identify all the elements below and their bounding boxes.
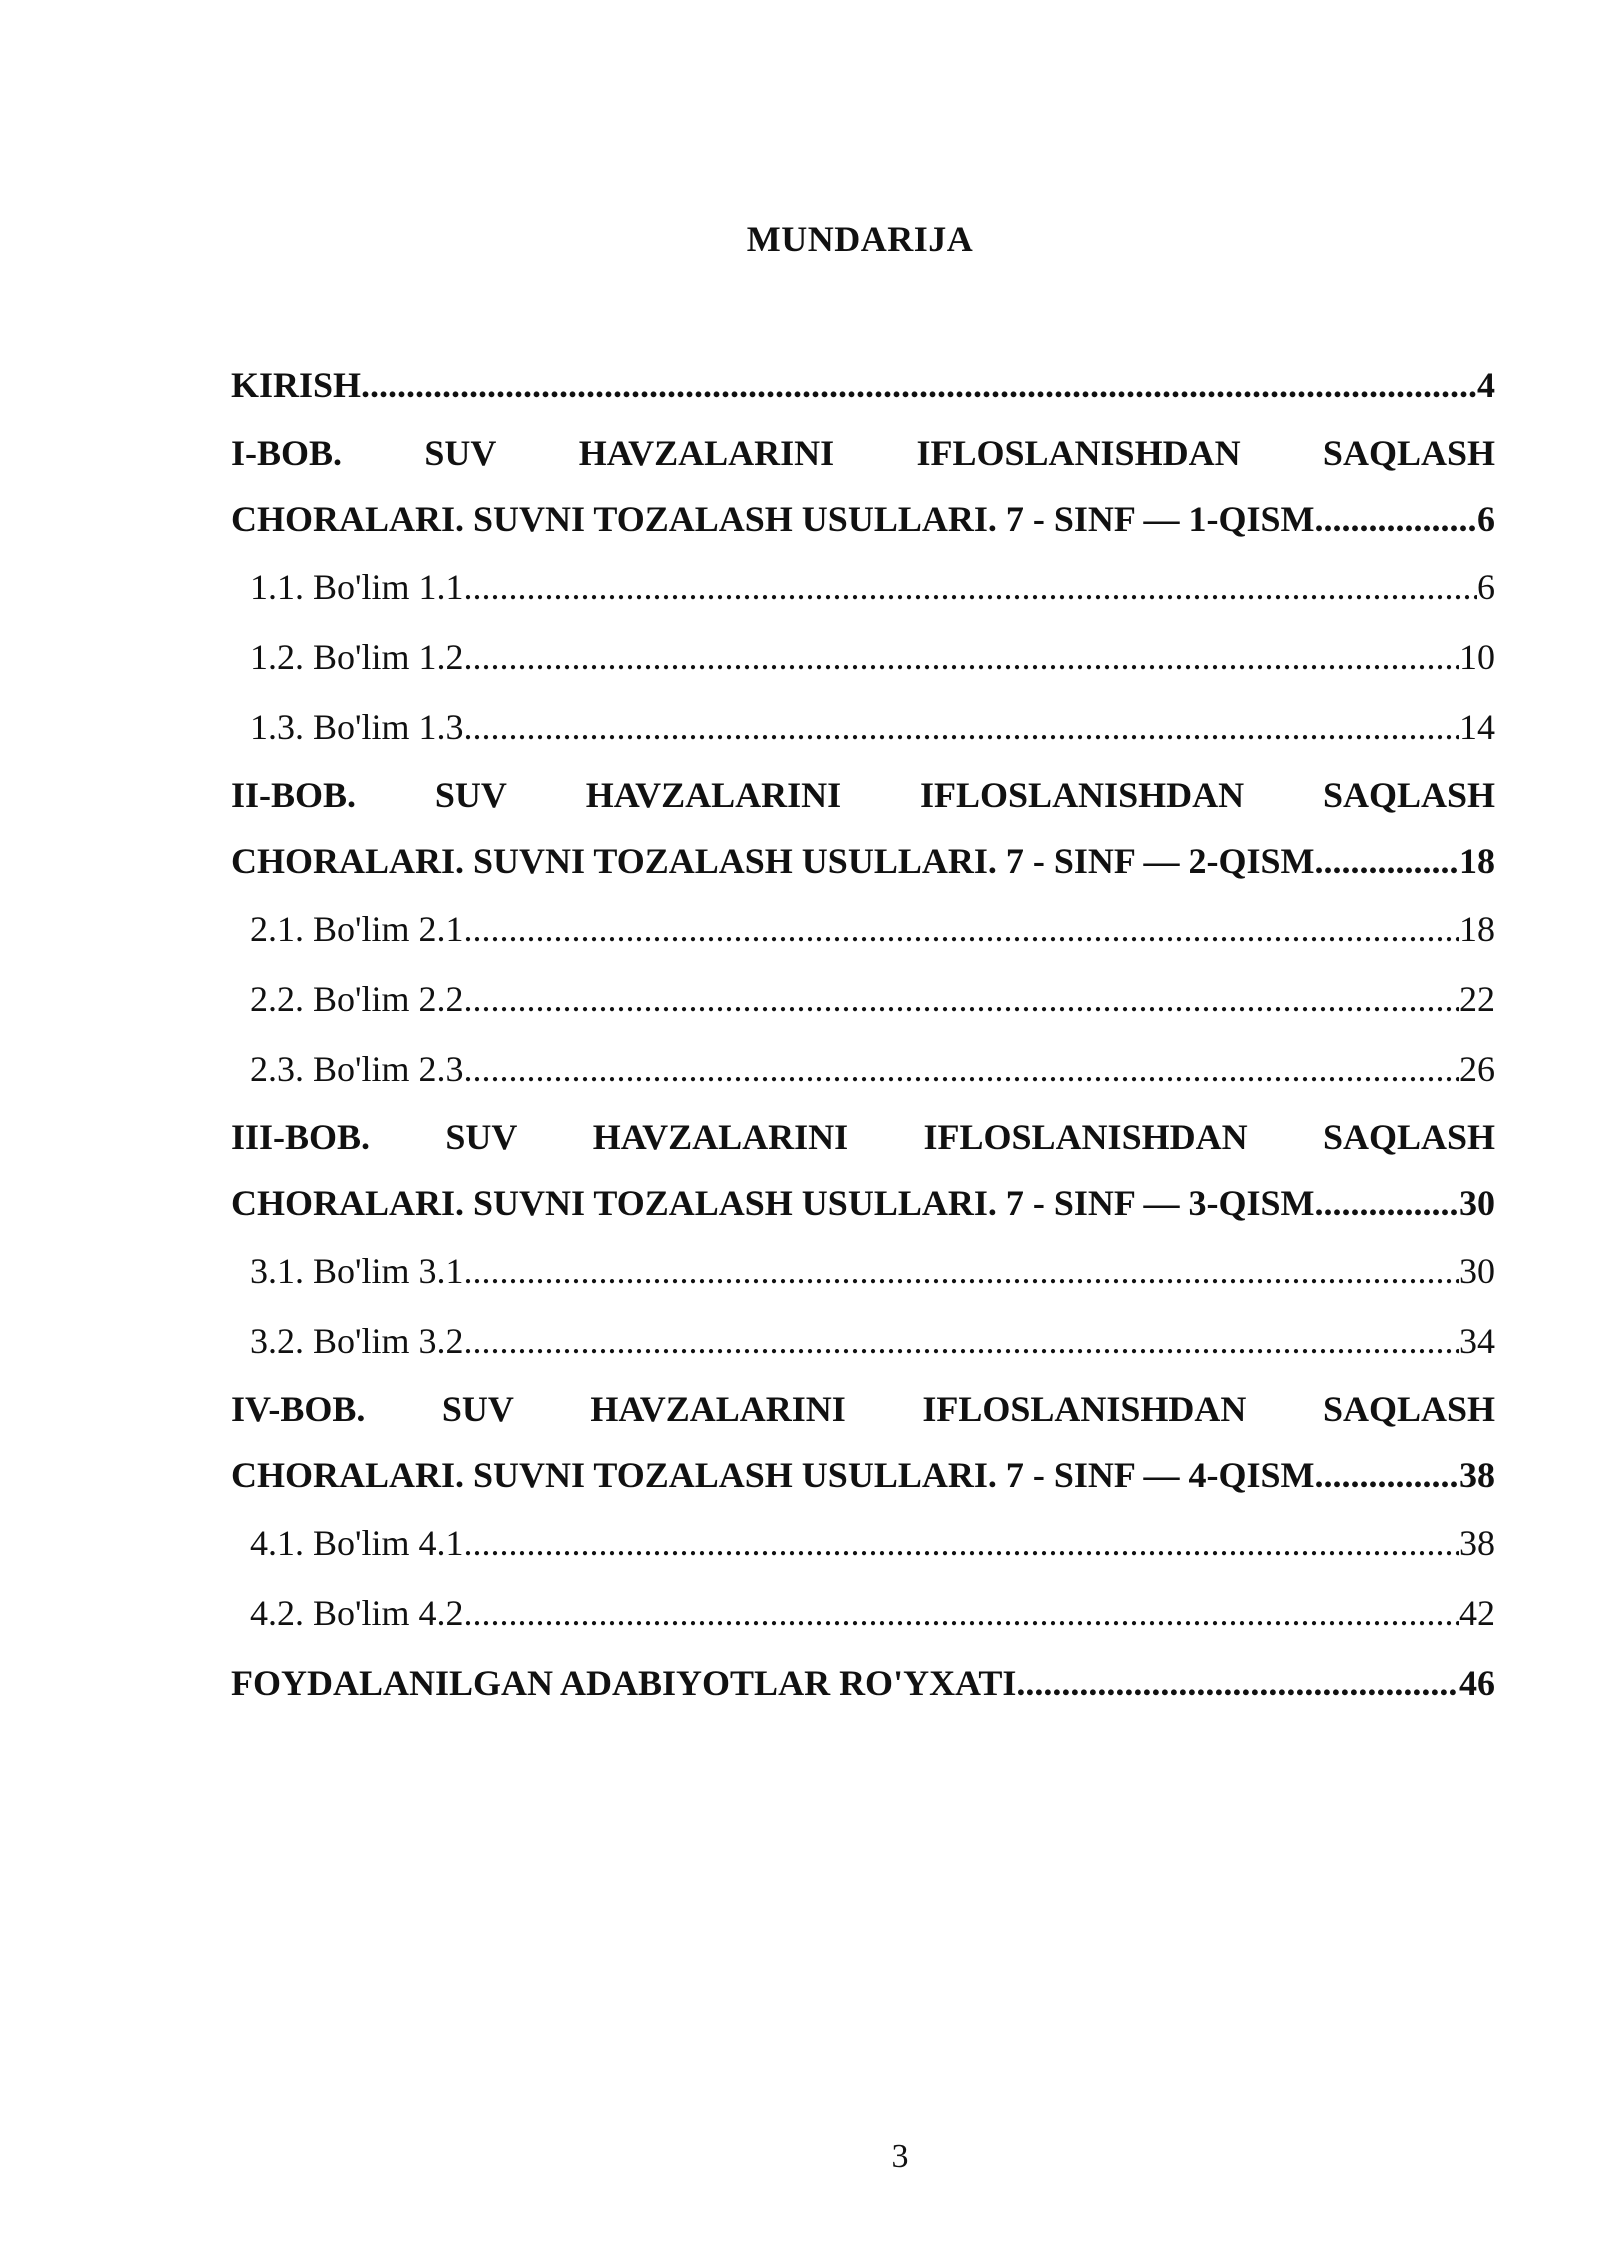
toc-page-number: 42 bbox=[1459, 1593, 1495, 1633]
chapter-title-continued: CHORALARI. SUVNI TOZALASH USULLARI. 7 - SINF — 4-QISM bbox=[231, 1455, 1315, 1495]
toc-page-number: 18 bbox=[1459, 841, 1495, 881]
toc-section-4-2[interactable] bbox=[231, 1578, 1495, 1648]
dot-leader bbox=[464, 1508, 1459, 1578]
chapter-heading-line bbox=[231, 486, 1495, 552]
dot-leader bbox=[464, 692, 1459, 762]
chapter-word: SUV bbox=[434, 775, 507, 815]
dot-leader bbox=[464, 894, 1459, 964]
toc-page-number: 22 bbox=[1459, 979, 1495, 1019]
chapter-word: HAVZALARINI bbox=[578, 433, 835, 473]
toc-page-number: 46 bbox=[1459, 1663, 1495, 1703]
toc-page-number: 38 bbox=[1459, 1455, 1495, 1495]
chapter-word: SAQLASH bbox=[1322, 775, 1495, 815]
dot-leader bbox=[361, 350, 1477, 420]
chapter-word: I-BOB. bbox=[231, 433, 343, 473]
chapter-title-continued: CHORALARI. SUVNI TOZALASH USULLARI. 7 - SINF — 2-QISM bbox=[231, 841, 1315, 881]
toc-section-4-1[interactable] bbox=[231, 1508, 1495, 1578]
toc-section-1-2[interactable] bbox=[231, 622, 1495, 692]
dot-leader bbox=[1315, 828, 1459, 894]
toc-page-number: 10 bbox=[1459, 637, 1495, 677]
dot-leader bbox=[464, 622, 1459, 692]
toc-entry-label: 1.2. Bo'lim 1.2 bbox=[250, 637, 464, 677]
chapter-heading-line bbox=[231, 762, 1495, 828]
toc-entry-label: 2.2. Bo'lim 2.2 bbox=[250, 979, 464, 1019]
toc-entry-label: 4.1. Bo'lim 4.1 bbox=[250, 1523, 464, 1563]
toc-page-number: 6 bbox=[1477, 567, 1495, 607]
chapter-word: SUV bbox=[424, 433, 497, 473]
toc-page-number: 38 bbox=[1459, 1523, 1495, 1563]
dot-leader bbox=[1315, 486, 1477, 552]
chapter-word: IV-BOB. bbox=[231, 1389, 366, 1429]
toc-entry-label: 4.2. Bo'lim 4.2 bbox=[250, 1593, 464, 1633]
toc-entry-label: 2.3. Bo'lim 2.3 bbox=[250, 1049, 464, 1089]
toc-section-1-1[interactable] bbox=[231, 552, 1495, 622]
toc-page-number: 30 bbox=[1459, 1183, 1495, 1223]
chapter-word: IFLOSLANISHDAN bbox=[923, 1117, 1248, 1157]
toc-section-3-1[interactable] bbox=[231, 1236, 1495, 1306]
dot-leader bbox=[1016, 1648, 1459, 1718]
chapter-word: HAVZALARINI bbox=[592, 1117, 849, 1157]
chapter-word: HAVZALARINI bbox=[590, 1389, 846, 1429]
toc-page-number: 18 bbox=[1459, 909, 1495, 949]
toc-page-number: 14 bbox=[1459, 707, 1495, 747]
chapter-word: SAQLASH bbox=[1322, 1389, 1495, 1429]
page-number: 3 bbox=[891, 2138, 909, 2175]
chapter-title-continued: CHORALARI. SUVNI TOZALASH USULLARI. 7 - SINF — 3-QISM bbox=[231, 1183, 1315, 1223]
toc-entry-label: 1.1. Bo'lim 1.1 bbox=[250, 567, 464, 607]
chapter-heading-line bbox=[231, 1442, 1495, 1508]
chapter-word: II-BOB. bbox=[231, 775, 357, 815]
dot-leader bbox=[1315, 1442, 1459, 1508]
dot-leader bbox=[464, 1236, 1459, 1306]
chapter-heading-line bbox=[231, 828, 1495, 894]
chapter-word: SUV bbox=[445, 1117, 518, 1157]
chapter-heading-line bbox=[231, 1104, 1495, 1170]
toc-entry-label: KIRISH bbox=[231, 365, 362, 405]
toc-chapter-2[interactable] bbox=[231, 762, 1495, 894]
page-title: MUNDARIJA bbox=[746, 219, 974, 259]
chapter-word: IFLOSLANISHDAN bbox=[922, 1389, 1247, 1429]
chapter-heading-line bbox=[231, 420, 1495, 486]
toc-page-number: 30 bbox=[1459, 1251, 1495, 1291]
toc-section-3-2[interactable] bbox=[231, 1306, 1495, 1376]
toc-entry-intro[interactable] bbox=[231, 350, 1495, 420]
dot-leader bbox=[464, 1306, 1459, 1376]
toc-page-number: 6 bbox=[1477, 499, 1495, 539]
chapter-word: IFLOSLANISHDAN bbox=[920, 775, 1245, 815]
toc-page-number: 34 bbox=[1459, 1321, 1495, 1361]
dot-leader bbox=[464, 552, 1477, 622]
chapter-title-continued: CHORALARI. SUVNI TOZALASH USULLARI. 7 - SINF — 1-QISM bbox=[231, 499, 1315, 539]
chapter-word: SAQLASH bbox=[1322, 433, 1495, 473]
toc-entry-references[interactable] bbox=[231, 1648, 1495, 1718]
chapter-word: IFLOSLANISHDAN bbox=[916, 433, 1241, 473]
dot-leader bbox=[464, 1578, 1459, 1648]
toc-entry-label: 3.2. Bo'lim 3.2 bbox=[250, 1321, 464, 1361]
toc-chapter-4[interactable] bbox=[231, 1376, 1495, 1508]
toc-section-2-2[interactable] bbox=[231, 964, 1495, 1034]
dot-leader bbox=[464, 964, 1459, 1034]
toc-section-2-3[interactable] bbox=[231, 1034, 1495, 1104]
toc-chapter-1[interactable] bbox=[231, 420, 1495, 552]
chapter-word: III-BOB. bbox=[231, 1117, 371, 1157]
toc-entry-label: 3.1. Bo'lim 3.1 bbox=[250, 1251, 464, 1291]
toc-page-number: 4 bbox=[1477, 365, 1495, 405]
chapter-heading-line bbox=[231, 1376, 1495, 1442]
chapter-word: SUV bbox=[441, 1389, 514, 1429]
chapter-word: HAVZALARINI bbox=[585, 775, 842, 815]
dot-leader bbox=[1315, 1170, 1459, 1236]
toc-page-number: 26 bbox=[1459, 1049, 1495, 1089]
chapter-heading-line bbox=[231, 1170, 1495, 1236]
toc-entry-label: 1.3. Bo'lim 1.3 bbox=[250, 707, 464, 747]
chapter-word: SAQLASH bbox=[1322, 1117, 1495, 1157]
toc-entry-label: 2.1. Bo'lim 2.1 bbox=[250, 909, 464, 949]
dot-leader bbox=[464, 1034, 1459, 1104]
toc-section-2-1[interactable] bbox=[231, 894, 1495, 964]
toc-entry-label: FOYDALANILGAN ADABIYOTLAR RO'YXATI bbox=[231, 1663, 1017, 1703]
table-of-contents bbox=[231, 350, 1495, 1718]
toc-section-1-3[interactable] bbox=[231, 692, 1495, 762]
toc-chapter-3[interactable] bbox=[231, 1104, 1495, 1236]
